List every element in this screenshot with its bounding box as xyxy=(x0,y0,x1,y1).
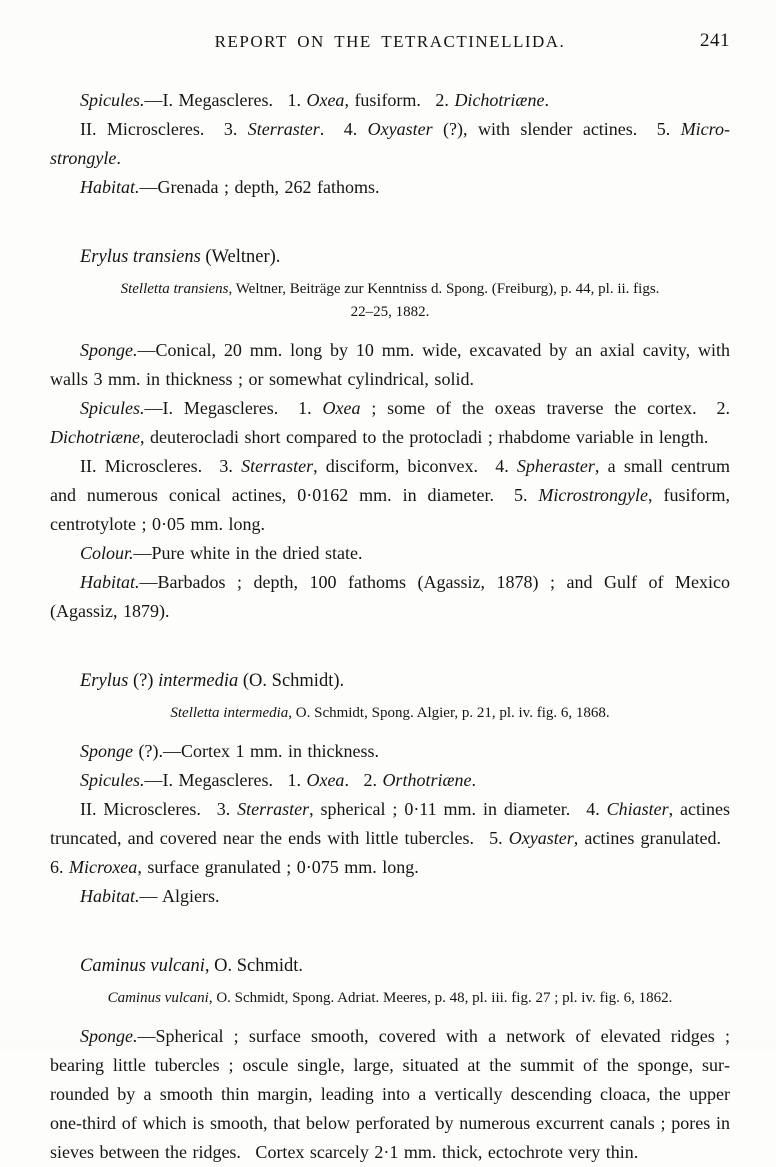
italic-text-segment: Erylus xyxy=(80,671,129,691)
text-segment: , actines granulated. 6. xyxy=(50,828,730,877)
italic-text-segment: Sterraster xyxy=(237,799,310,819)
italic-text-segment: Oxyaster xyxy=(367,119,433,139)
paragraph-habitat-transiens xyxy=(50,568,730,626)
species-heading-erylus-transiens xyxy=(50,244,730,270)
paragraph-sponge-intermedia xyxy=(50,737,730,766)
page-number: 241 xyxy=(700,30,730,51)
italic-text-segment: Sponge xyxy=(80,741,133,761)
text-segment: (Weltner). xyxy=(200,247,281,267)
italic-text-segment: Spicules. xyxy=(80,90,145,110)
text-segment: , deuterocladi short compared to the protocladi ; rhabdome variable in length. xyxy=(140,427,709,447)
italic-text-segment: Caminus vulcani xyxy=(107,990,209,1006)
text-segment: , actines truncated, and covered near the ends with little tubercles. 5. xyxy=(50,799,730,848)
text-segment: . xyxy=(544,90,549,110)
text-segment: 22–25, 1882. xyxy=(350,304,430,320)
text-segment: II. Microscleres. 3. xyxy=(80,119,248,139)
paragraph-sponge-transiens xyxy=(50,336,730,394)
italic-text-segment: Habitat. xyxy=(80,572,140,592)
text-segment: . xyxy=(471,770,476,790)
italic-text-segment: Sponge. xyxy=(80,1026,138,1046)
text-segment: —Grenada ; depth, 262 fathoms. xyxy=(139,177,380,197)
text-segment: , surface granulated ; 0·075 mm. long. xyxy=(137,857,419,877)
italic-text-segment: Microstrongyle xyxy=(538,485,649,505)
paragraph-habitat-intermedia xyxy=(50,882,730,911)
italic-text-segment: Erylus transiens xyxy=(80,247,201,267)
italic-text-segment: Dichotriæne xyxy=(454,90,545,110)
italic-text-segment: Stelletta transiens xyxy=(120,281,229,297)
text-segment: II. Microscleres. 3. xyxy=(80,456,242,476)
species-heading-erylus-intermedia xyxy=(50,668,730,694)
text-segment: ; some of the oxeas traverse the cortex. 2. xyxy=(360,398,731,418)
text-segment: , spherical ; 0·11 mm. in diameter. 4. xyxy=(309,799,607,819)
italic-text-segment: Caminus vulcani xyxy=(80,956,205,976)
text-segment: , fusiform, centrotylote ; 0·05 mm. long. xyxy=(50,485,730,534)
paragraph-sponge-caminus xyxy=(50,1022,730,1167)
text-segment: —Spherical ; surface smooth, covered with a network of elevated ridges ; bearing little tubercles ; oscule single, large, situated at the summit of the sponge, surrounded by a smooth thin margin, leading into a vertically descending cloaca, the upper one-third of which is smooth, that below perforated by numerous excurrent canals ; pores in sieves between the ridges. Cortex scarcely 2·1 mm. thick, ectochrote very thin. xyxy=(50,1026,730,1162)
paragraph-microscleres-intermedia xyxy=(50,795,730,882)
text-segment: —I. Megascleres. 1. xyxy=(144,770,307,790)
text-segment: —Barbados ; depth, 100 fathoms (Agassiz, 1878) ; and Gulf of Mexico (Agassiz, 1879). xyxy=(50,572,730,621)
paragraph-spicules-transiens xyxy=(50,394,730,452)
text-segment: , a small centrum and numerous conical actines, 0·0162 mm. in diameter. 5. xyxy=(50,456,730,505)
page-header xyxy=(50,32,730,58)
italic-text-segment: Oxyaster xyxy=(508,828,574,848)
italic-text-segment: Microxea xyxy=(69,857,138,877)
text-segment: —Pure white in the dried state. xyxy=(133,543,363,563)
text-segment: —I. Megascleres. 1. xyxy=(144,90,307,110)
paragraph-megascleres xyxy=(50,86,730,115)
running-title: REPORT ON THE TETRACTINELLIDA. xyxy=(214,32,566,51)
italic-text-segment: Sterraster xyxy=(247,119,320,139)
citation-caminus-vulcani xyxy=(50,987,730,1010)
italic-text-segment: Stelletta intermedia xyxy=(170,705,289,721)
text-segment: , Weltner, Beiträge zur Kenntniss d. Spong. (Freiburg), p. 44, pl. ii. figs. xyxy=(228,281,660,297)
italic-text-segment: Sterraster xyxy=(241,456,314,476)
italic-text-segment: Spheraster xyxy=(516,456,595,476)
italic-text-segment: Spicules. xyxy=(80,398,145,418)
text-segment: , O. Schmidt, Spong. Adriat. Meeres, p. 48, pl. iii. fig. 27 ; pl. iv. fig. 6, 1862. xyxy=(208,990,673,1006)
italic-text-segment: intermedia xyxy=(158,671,239,691)
paragraph-microscleres xyxy=(50,115,730,173)
paragraph-microscleres-transiens xyxy=(50,452,730,539)
text-segment: — Algiers. xyxy=(139,886,220,906)
citation-erylus-transiens xyxy=(50,278,730,324)
italic-text-segment: Sponge. xyxy=(80,340,138,360)
paragraph-habitat-grenada xyxy=(50,173,730,202)
italic-text-segment: Colour. xyxy=(80,543,134,563)
italic-text-segment: Chiaster xyxy=(606,799,669,819)
text-segment: , fusiform. 2. xyxy=(344,90,455,110)
text-segment: , disciform, biconvex. 4. xyxy=(313,456,517,476)
italic-text-segment: Spicules. xyxy=(80,770,145,790)
italic-text-segment: Orthotriæne xyxy=(382,770,472,790)
text-segment: , O. Schmidt. xyxy=(204,956,304,976)
text-segment: (?), with slender actines. 5. xyxy=(432,119,681,139)
text-segment: . xyxy=(116,148,121,168)
text-segment: —Conical, 20 mm. long by 10 mm. wide, excavated by an axial cavity, with walls 3 mm. in thickness ; or somewhat cylindrical, solid. xyxy=(50,340,730,389)
italic-text-segment: Habitat. xyxy=(80,886,140,906)
text-segment: (?).—Cortex 1 mm. in thickness. xyxy=(133,741,379,761)
species-heading-caminus-vulcani xyxy=(50,953,730,979)
paragraph-colour-transiens xyxy=(50,539,730,568)
text-segment: . 2. xyxy=(344,770,383,790)
text-segment: II. Microscleres. 3. xyxy=(80,799,238,819)
italic-text-segment: Habitat. xyxy=(80,177,140,197)
italic-text-segment: Microstrongyle xyxy=(50,119,731,168)
text-segment: . 4. xyxy=(319,119,368,139)
italic-text-segment: Oxea xyxy=(306,90,345,110)
document-body xyxy=(50,86,730,1167)
italic-text-segment: Dichotriæne xyxy=(50,427,140,447)
italic-text-segment: Oxea xyxy=(306,770,345,790)
paragraph-spicules-intermedia xyxy=(50,766,730,795)
text-segment: , O. Schmidt, Spong. Algier, p. 21, pl. iv. fig. 6, 1868. xyxy=(288,705,610,721)
italic-text-segment: Oxea xyxy=(322,398,361,418)
text-segment: (?) xyxy=(128,671,159,691)
text-segment: —I. Megascleres. 1. xyxy=(144,398,323,418)
citation-erylus-intermedia xyxy=(50,702,730,725)
text-segment: (O. Schmidt). xyxy=(238,671,345,691)
